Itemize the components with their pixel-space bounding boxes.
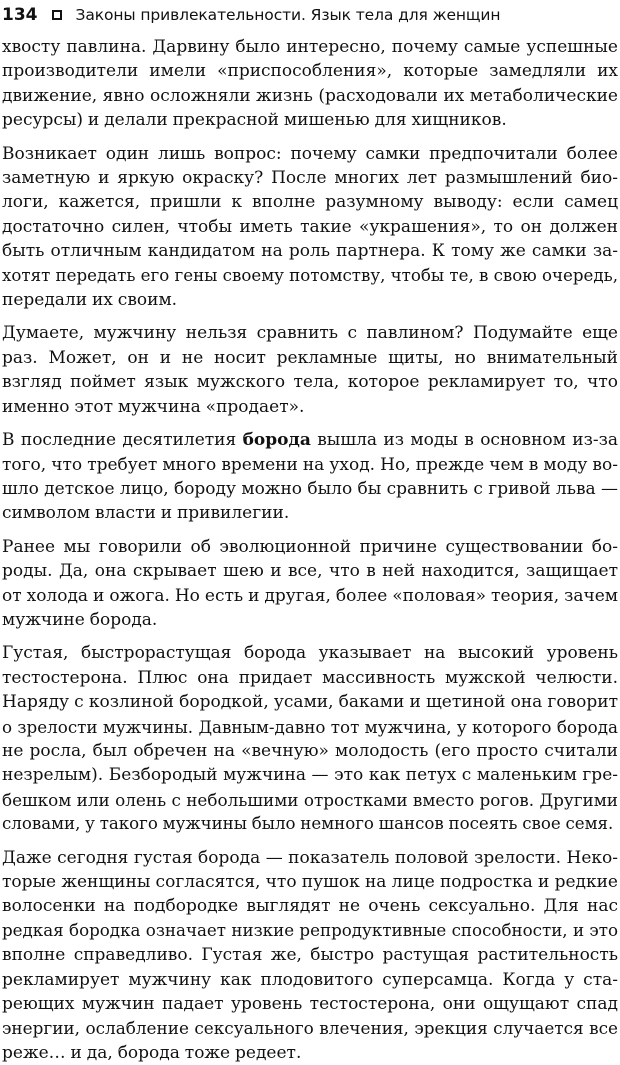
text-line: словами, у такого мужчины было немного шансов посеять свое семя. — [2, 814, 614, 834]
text-line: не росла, был обречен на «вечную» молодость (его просто считали — [2, 740, 618, 761]
text-line: символом власти и привилегии. — [2, 503, 290, 524]
paragraph — [2, 35, 618, 133]
text-line: реже… и да, борода тоже редеет. — [2, 1042, 302, 1063]
text-line: тестостерона. Плюс она придает массивность мужской челюсти. — [2, 667, 618, 688]
square-bullet-icon — [52, 10, 62, 20]
paragraph — [2, 142, 618, 313]
paragraph — [2, 428, 618, 526]
text-line — [2, 428, 618, 452]
text-line: заметную и яркую окраску? После многих лет размышлений био- — [2, 168, 618, 189]
text-line: раз. Может, он и не носит рекламные щиты, но внимательный — [2, 347, 618, 368]
text-line: хвосту павлина. Дарвину было интересно, почему самые успешные — [2, 37, 618, 57]
text-line: передали их своим. — [2, 290, 178, 311]
text-line: логи, кажется, пришли к вполне разумному выводу: если самец — [2, 192, 618, 213]
paragraph — [2, 321, 618, 419]
text-line: редкая бородка означает низкие репродуктивные способности, и это — [2, 920, 618, 940]
text-line: шло детское лицо, бороду можно было бы сравнить с гривой льва — — [2, 478, 618, 499]
text-line: производители имели «приспособления», которые замедляли их — [2, 61, 618, 82]
body-text — [2, 35, 618, 1065]
paragraph — [2, 641, 618, 836]
text-line: вполне справедливо. Густая же, быстро растущая растительность — [2, 945, 618, 966]
running-header — [2, 0, 618, 30]
text-line: Даже сегодня густая борода — показатель половой зрелости. Неко- — [2, 847, 618, 868]
text-run: В последние десятилетия — [2, 430, 243, 451]
paragraph — [2, 846, 618, 1065]
text-line: Густая, быстрорастущая борода указывает на высокий уровень — [2, 643, 618, 664]
text-line: роды. Да, она скрывает шею и все, что в ней находится, защищает — [2, 561, 618, 582]
text-line: именно этот мужчина «продает». — [2, 396, 305, 417]
text-line: бешком или олень с небольшими отростками вместо рогов. Другими — [2, 789, 618, 810]
text-line: энергии, ослабление сексуального влечения, эрекция случается все — [2, 1018, 618, 1039]
text-line: Возникает один лишь вопрос: почему самки предпочитали более — [2, 143, 618, 164]
text-line: рекламирует мужчину как плодовитого суперсамца. Когда у ста- — [2, 969, 618, 990]
paragraph — [2, 535, 618, 633]
text-line: реющих мужчин падает уровень тестостерона, они ощущают спад — [2, 994, 618, 1015]
bold-term: борода — [242, 430, 311, 451]
text-line: Думаете, мужчину нельзя сравнить с павлином? Подумайте еще — [2, 323, 618, 344]
text-line: движение, явно осложняли жизнь (расходовали их метаболические — [2, 85, 618, 106]
text-line: волосенки на подбородке выглядят не очень сексуально. Для нас — [2, 896, 618, 917]
book-title: Законы привлекательности. Язык тела для женщин — [75, 6, 501, 24]
text-line: Наряду с козлиной бородкой, усами, баками и щетиной она говорит — [2, 692, 618, 713]
text-run: вышла из моды в основном из-за — [310, 430, 619, 451]
text-line: хотят передать его гены своему потомству, чтобы те, в свою очередь, — [2, 265, 618, 285]
text-line: от холода и ожога. Но есть и другая, более «половая» теория, зачем — [2, 585, 618, 606]
text-line: быть отличным кандидатом на роль партнера. К тому же самки за- — [2, 241, 618, 262]
text-line: достаточно силен, чтобы иметь такие «украшения», то он должен — [2, 216, 618, 237]
text-line: того, что требует много времени на уход. Но, прежде чем в моду во- — [2, 454, 618, 475]
page-number: 134 — [2, 5, 38, 25]
text-line: торые женщины согласятся, что пушок на лице подростка и редкие — [2, 872, 618, 892]
text-line: незрелым). Безбородый мужчина — это как петух с маленьким гре- — [2, 765, 618, 786]
text-line: взгляд поймет язык мужского тела, которое рекламирует то, что — [2, 372, 618, 393]
text-line: ресурсы) и делали прекрасной мишенью для хищников. — [2, 110, 507, 131]
text-line: мужчине борода. — [2, 609, 158, 630]
text-line: Ранее мы говорили об эволюционной причине существовании бо- — [2, 536, 618, 557]
text-line: о зрелости мужчины. Давным-давно тот мужчина, у которого борода — [2, 716, 618, 737]
